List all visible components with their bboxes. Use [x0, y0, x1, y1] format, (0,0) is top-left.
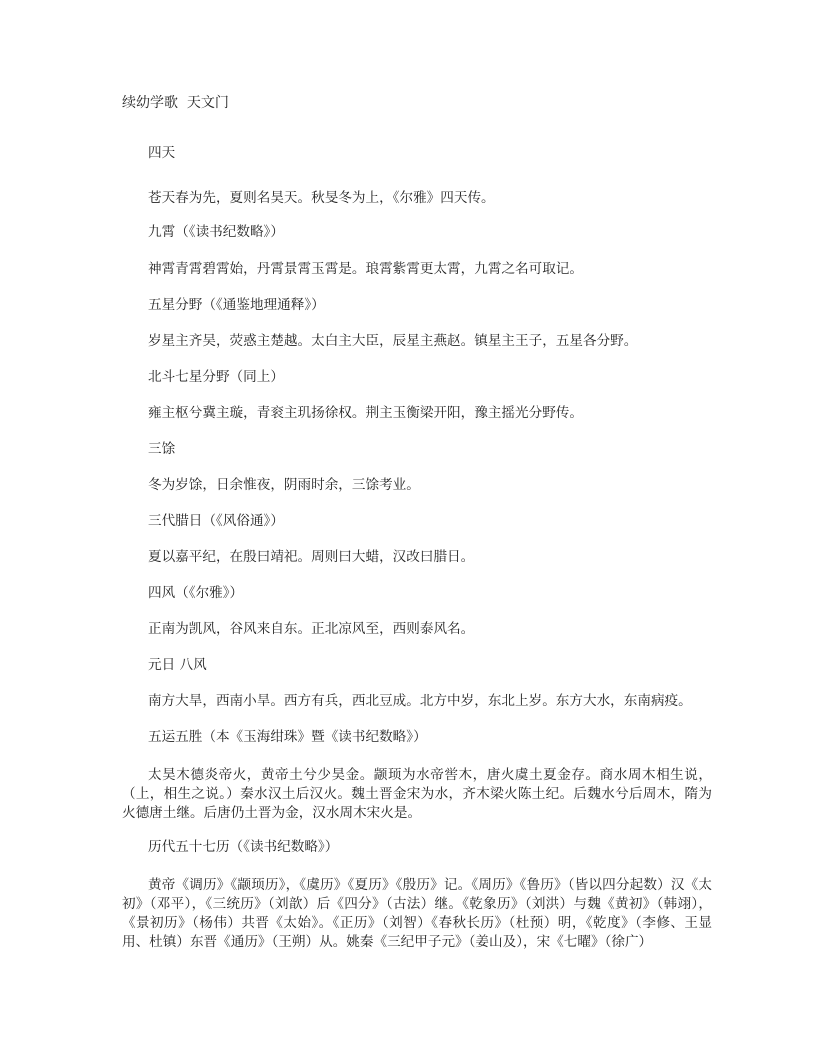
- section-heading-yuan-ri-ba-feng: 元日 八风: [148, 657, 207, 673]
- section-body-li-dai-li: 黄帝《调历》《颛顼历》，《虞历》《夏历》《殷历》记。《周历》《鲁历》（皆以四分起数）汉《太初》（邓平），《三统历》（刘歆）后《四分》（古法）继。《乾象历》（刘洪）与魏《黄初》（韩翊），《景初历》（杨伟）共晋《太始》。《正历》（刘智）《春秋长历》（杜预）明，《乾度》（李修、王显用、杜镇）东晋《通历》（王朔）从。姚秦《三纪甲子元》（姜山及），宋《七曜》（徐广）: [122, 877, 712, 950]
- section-heading-san-yu: 三馀: [148, 441, 176, 457]
- section-body-wu-xing-fen-ye: 岁星主齐吴，荧惑主楚越。太白主大臣，辰星主燕赵。镇星主王子，五星各分野。: [148, 333, 638, 349]
- section-body-san-dai-la-ri: 夏以嘉平纪，在殷曰靖祀。周则曰大蜡，汉改曰腊日。: [148, 549, 475, 565]
- section-body-bei-dou: 雍主枢兮冀主璇，青衮主玑扬徐权。荆主玉衡梁开阳，豫主摇光分野传。: [148, 405, 583, 421]
- section-heading-si-feng: 四风（《尔雅》）: [148, 585, 244, 601]
- section-heading-li-dai-li: 历代五十七历（《读书纪数略》）: [148, 839, 339, 855]
- section-body-si-feng: 正南为凯风，谷风来自东。正北凉风至，西则泰风名。: [148, 621, 475, 637]
- section-heading-jiu-xiao: 九霄（《读书纪数略》）: [148, 224, 284, 240]
- section-heading-bei-dou: 北斗七星分野（同上）: [148, 369, 284, 385]
- section-heading-wu-xing-fen-ye: 五星分野（《通鉴地理通释》）: [148, 297, 325, 313]
- document-title: 续幼学歌 天文门: [122, 95, 229, 111]
- section-heading-san-dai-la-ri: 三代腊日（《风俗通》）: [148, 513, 284, 529]
- section-body-yuan-ri-ba-feng: 南方大旱，西南小旱。西方有兵，西北豆成。北方中岁，东北上岁。东方大水，东南病疫。: [148, 693, 692, 709]
- section-body-jiu-xiao: 神霄青霄碧霄始，丹霄景霄玉霄是。琅霄紫霄更太霄，九霄之名可取记。: [148, 261, 583, 277]
- section-body-si-tian: 苍天春为先，夏则名昊天。秋旻冬为上，《尔雅》四天传。: [148, 190, 495, 206]
- section-heading-si-tian: 四天: [148, 145, 176, 161]
- section-body-wu-yun-wu-sheng: 太昊木德炎帝火，黄帝土兮少昊金。颛顼为水帝喾木，唐火虞土夏金存。商水周木相生说，（上，相生之说。）秦水汉土后汉火。魏土晋金宋为水，齐木梁火陈土纪。后魏水兮后周木，隋为火德唐土继。后唐仍土晋为金，汉水周木宋火是。: [122, 767, 712, 821]
- section-heading-wu-yun-wu-sheng: 五运五胜（本《玉海绀珠》暨《读书纪数略》）: [148, 729, 427, 745]
- section-body-san-yu: 冬为岁馀，日余惟夜，阴雨时余，三馀考业。: [148, 477, 420, 493]
